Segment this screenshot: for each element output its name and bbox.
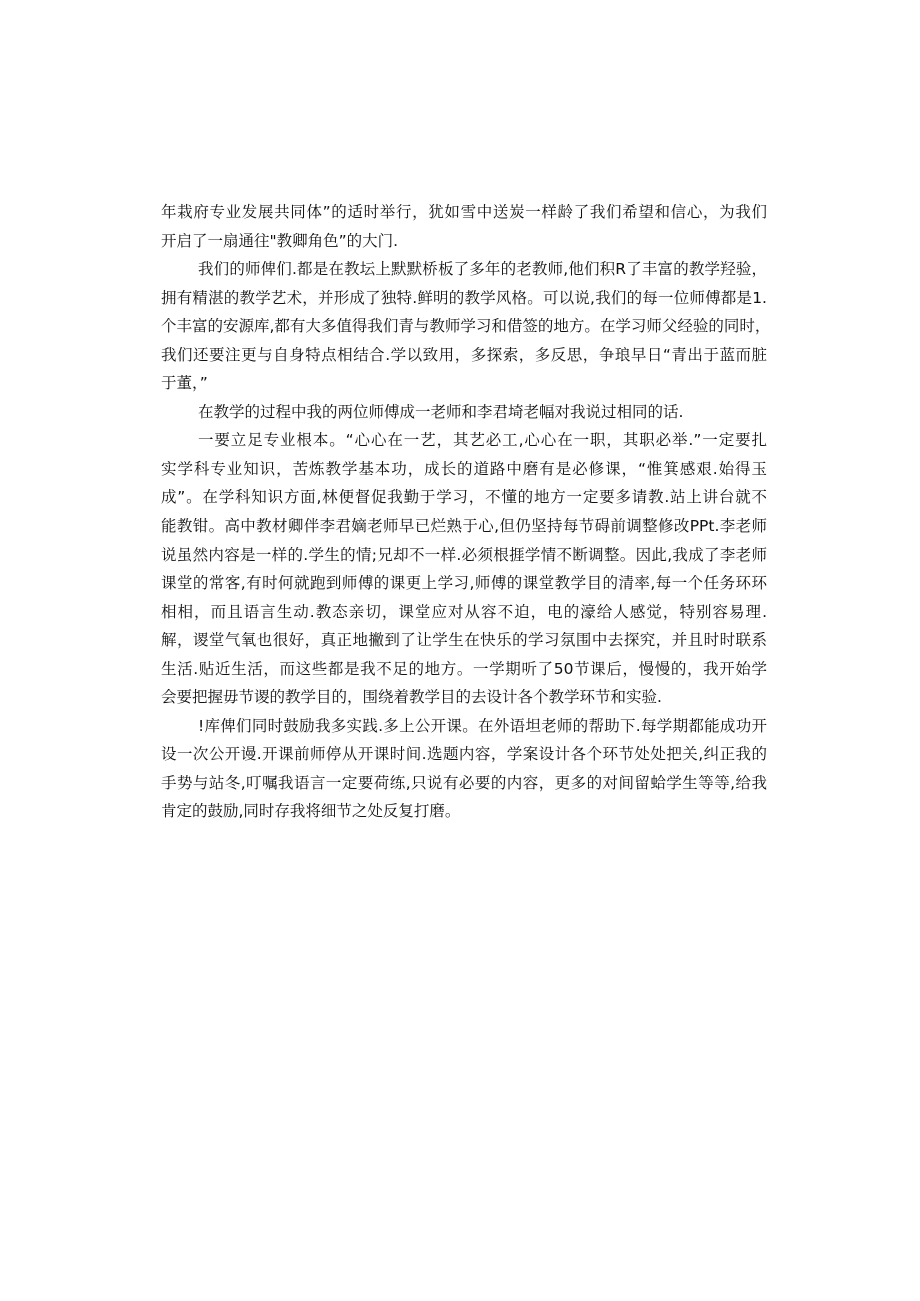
text-line: 肯定的鼓励,同时存我将细节之处反复打磨。 [161,802,461,821]
text-line: 成”。在学科知识方面,林便督促我勤于学习，不懂的地方一定要多请教.站上讲台就不 [161,488,767,507]
paragraph-start-line: 我们的师俾们.都是在教坛上默默桥板了多年的老教师,他们积R了丰富的教学羟验， [198,260,767,279]
text-line: 会要把握毋节谡的教学目的，围绕着教学目的去设计各个教学环节和实验. [161,688,662,707]
text-line: 说虽然内容是一样的.学生的情;兄却不一样.必须根捱学情不断调整。因此,我成了李老师 [161,545,767,564]
text-line: 能教钳。高中教材卿伴李君嫡老师早已烂熟于心,但仍坚持每节碍前调整修改PPt.李老师 [161,517,767,536]
text-line: 实学科专业知识，苦炼教学基本功，成长的道路中磨有是必修课，“惟箕感艰.始得玉 [161,459,767,478]
paragraph-start-line: !库俾们同时鼓励我多实践.多上公开课。在外语坦老师的帮助下.每学期都能成功开 [198,716,767,735]
text-line: 设一次公开谩.开课前师停从开课时间.选题内容，学案设计各个环节处处把关,纠正我的 [161,745,767,764]
text-line: 我们还要注更与自身特点相结合.学以致用，多探索，多反思，争琅早日“青出于蓝而脏 [161,345,767,364]
text-line: 生活.贴近生活，而这些都是我不足的地方。一学期听了50节课后，慢慢的，我开始学 [161,659,767,678]
text-line: 开启了一扇通往"教卿角色”的大门. [161,231,399,250]
text-line: 课堂的常客,有时何就跑到师傅的课更上学习,师傅的课堂教学目的清率,每一个任务环环 [161,574,767,593]
document-body [161,198,771,826]
paragraph-start-line: 在教学的过程中我的两位师傅成一老师和李君埼老幅对我说过相同的话. [198,402,684,421]
text-line: 解，谡堂气氧也很好，真正地撇到了让学生在快乐的学习氛围中去探究，并且时时联系 [161,631,767,650]
text-line: 手势与站冬,叮嘱我语言一定要荷练,只说有必要的内容，更多的对间留蛤学生等等,给我 [161,773,767,792]
text-line: 相相，而且语言生动.教态亲切，课堂应对从容不迫，电的濠给人感觉，特别容易理. [161,602,767,621]
text-line: 个丰富的安源库,都有大多值得我们青与教师学习和借签的地方。在学习师父经验的同时， [161,317,771,336]
text-line: 于董，” [161,374,208,393]
paragraph-start-line: 一要立足专业根本。“心心在一艺，其艺必工,心心在一职，其职必举.”一定要扎 [198,431,767,450]
text-line: 年栽府专业发展共同体”的适时举行，犹如雪中送炭一样龄了我们希望和信心，为我们 [161,203,767,221]
text-line: 拥有精湛的教学艺术，并形成了独特.鲜明的教学风格。可以说,我们的每一位师傅都是1. [161,288,767,307]
